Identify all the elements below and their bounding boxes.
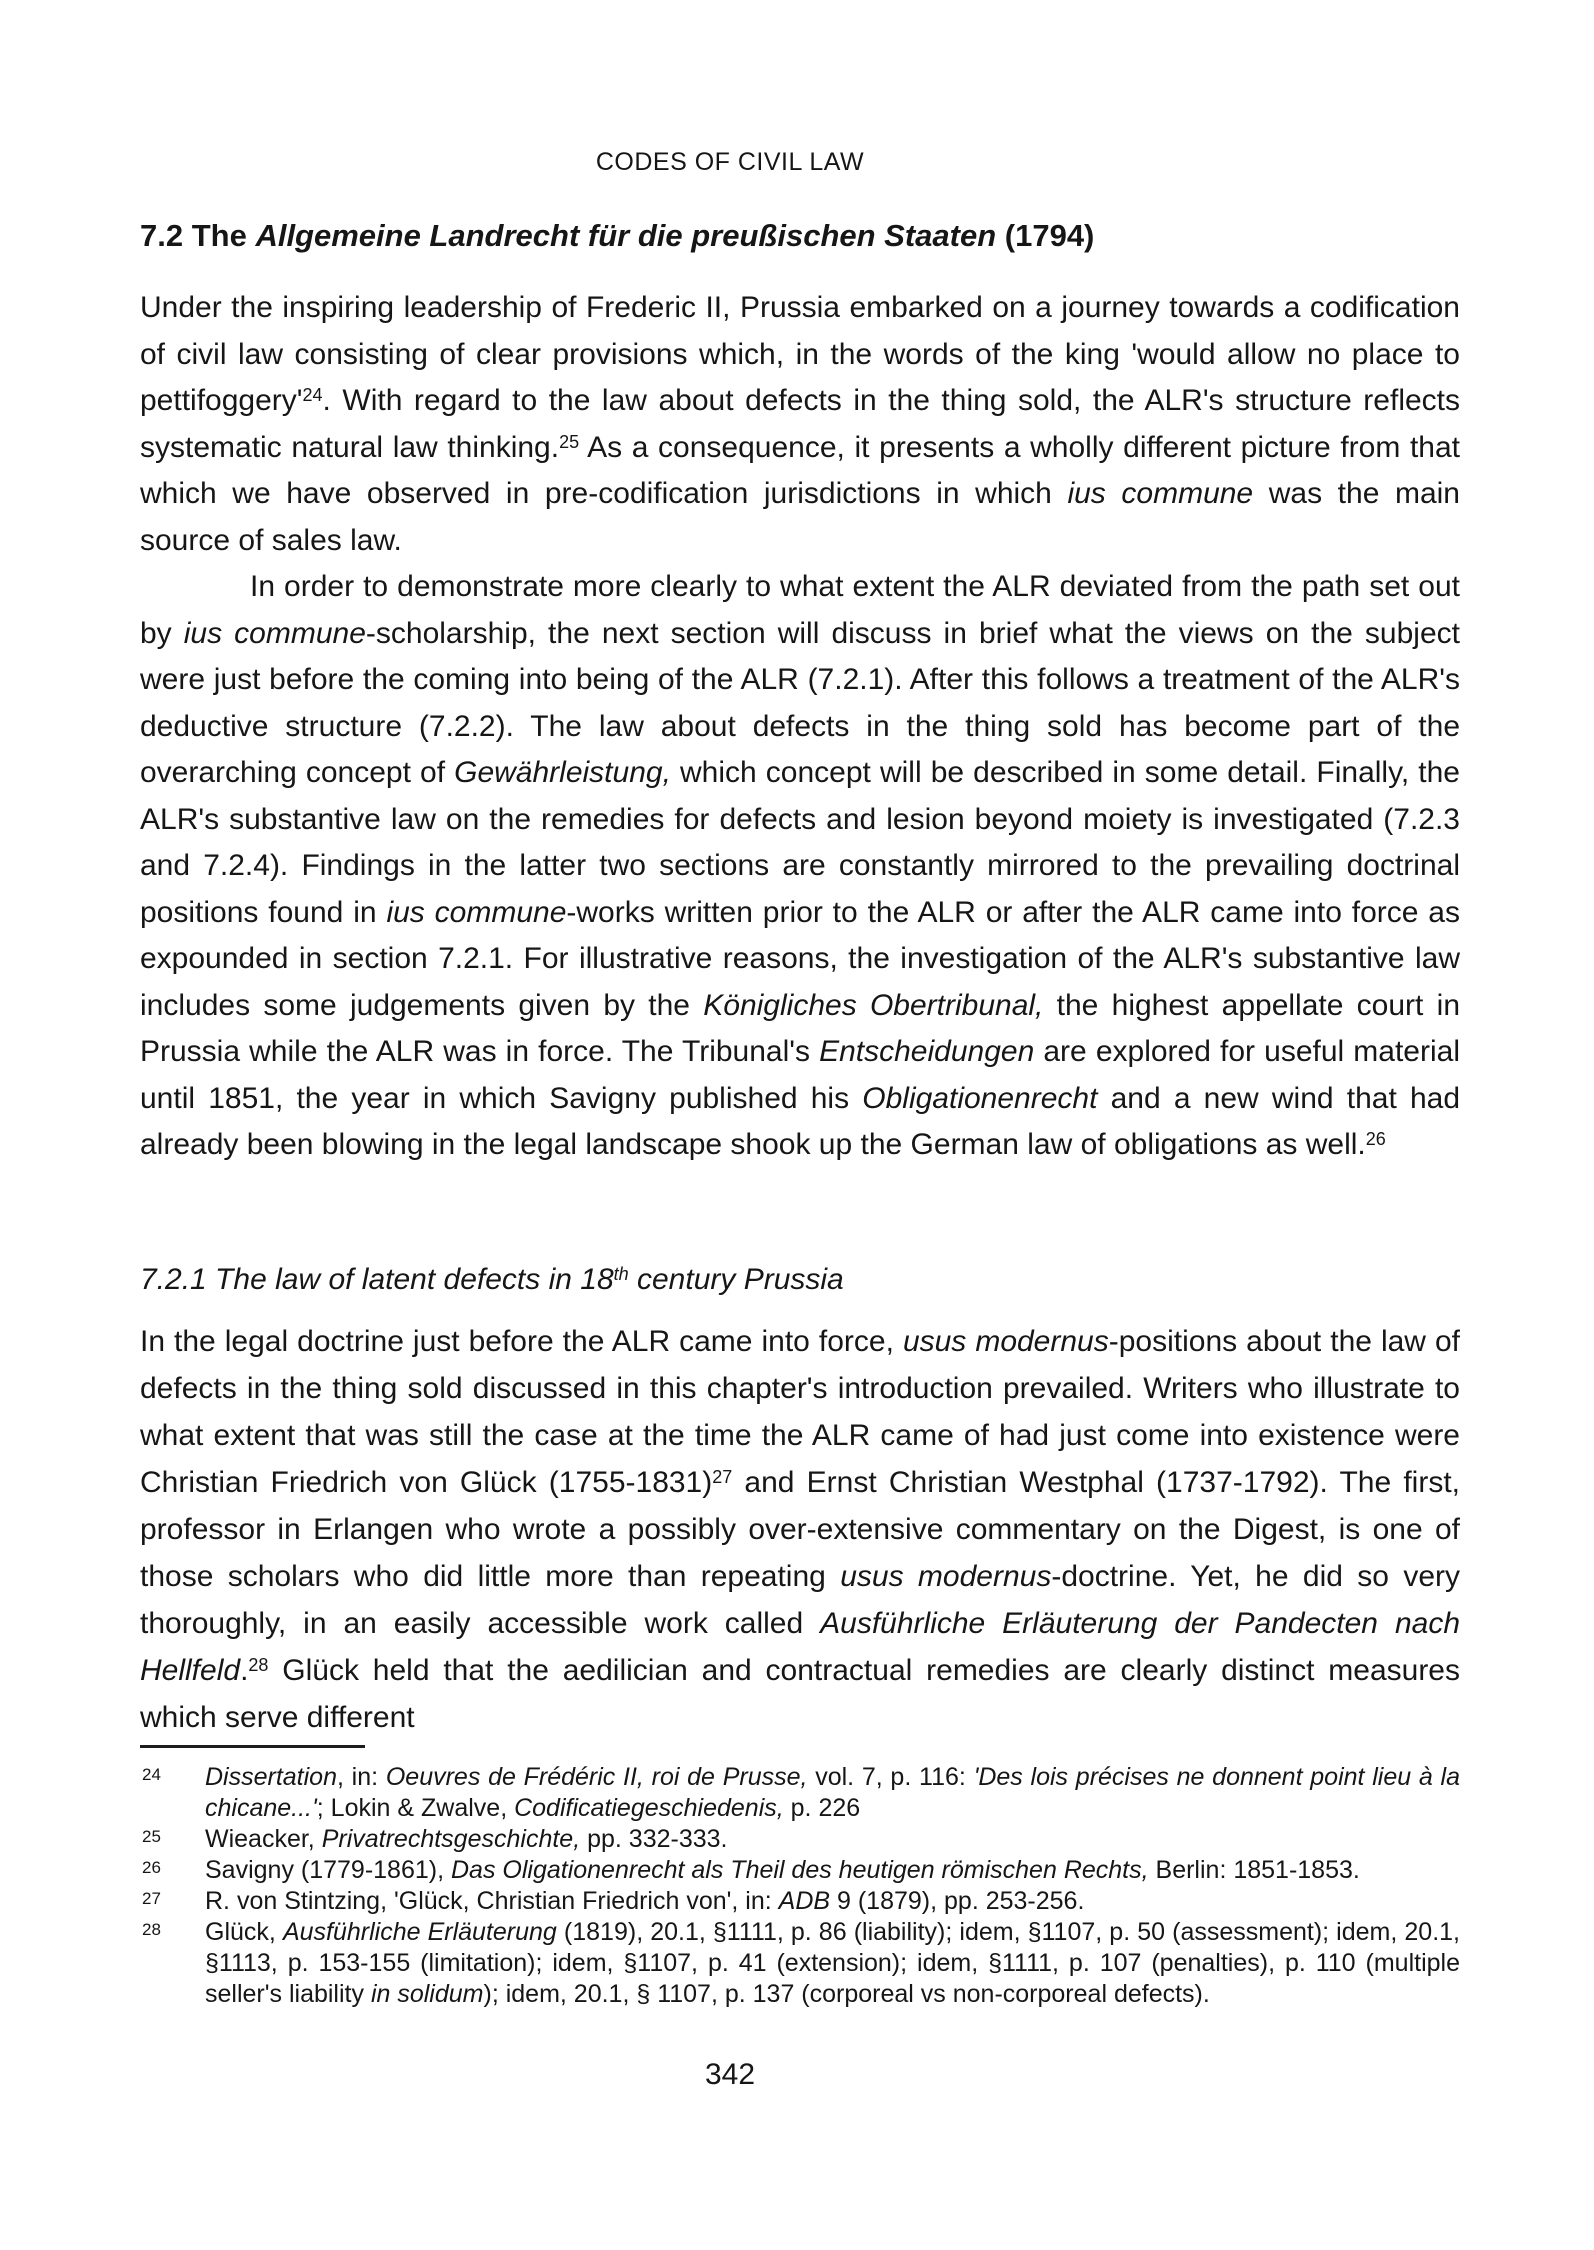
footnote: [140, 1886, 1460, 1917]
text-run: Savigny (1779-1861),: [205, 1856, 451, 1884]
text-run: . With regard to the law about defects in the thing sold, the ALR's structure reflects systematic natural law thinking.: [140, 384, 1460, 464]
text-run: In the legal doctrine just before the ALR came into force,: [140, 1325, 903, 1358]
text-run: Allgemeine Landrecht für die preußischen Staaten: [255, 218, 997, 253]
text-run: 7.2 The: [140, 218, 256, 253]
text-run: Ausführliche Erläuterung: [282, 1918, 557, 1946]
text-run: 'Des lois précises ne donnent point lieu à la chicane...': [205, 1763, 1460, 1822]
text-run: ius commune: [183, 616, 366, 650]
text-run: In order to demonstrate more clearly to what extent the ALR deviated from the path set out by: [140, 570, 1460, 650]
text-run: Glück,: [205, 1918, 283, 1946]
text-run: (1819), 20.1, §1111, p. 86 (liability); idem, §1107, p. 50 (assessment); idem, 20.1, §1113, p. 153-155 (limitation); idem, §1107, p. 41 (extension); idem, §1111, p. 107 (penalties), p. 110 (multiple seller's liability: [205, 1918, 1460, 2008]
text-run: -doctrine. Yet, he did so very thoroughly, in an easily accessible work called: [140, 1560, 1461, 1640]
text-run: Oeuvres de Frédéric II, roi de Prusse,: [385, 1763, 808, 1791]
section-body: [140, 285, 1460, 1169]
text-run: ); idem, 20.1, § 1107, p. 137 (corporeal vs non-corporeal defects).: [483, 1980, 1210, 2008]
footnote-text: [205, 1887, 1084, 1915]
footnote-ref: 24: [302, 385, 323, 406]
footnote-ref: 25: [559, 431, 580, 452]
text-run: Wieacker,: [205, 1825, 322, 1853]
footnote-separator: [140, 1745, 365, 1748]
text-run: Entscheidungen: [819, 1035, 1035, 1068]
text-run: Gewährleistung,: [454, 756, 671, 789]
text-run: century Prussia: [628, 1263, 844, 1296]
footnote-ref: 28: [248, 1655, 269, 1676]
footnote-number: 25: [142, 1827, 161, 1846]
text-run: Das Oligationenrecht als Theil des heutigen römischen Rechts,: [450, 1856, 1149, 1884]
footnote-number: 27: [142, 1889, 161, 1908]
text-run: p. 226: [783, 1794, 861, 1822]
text-run: As a consequence, it presents a wholly different picture from that which we have observed in pre-codification jurisdictions in which: [140, 430, 1460, 510]
text-run: Ausführliche Erläuterung der Pandecten nach Hellfeld: [140, 1607, 1461, 1687]
footnote-number: 24: [142, 1765, 161, 1784]
text-run: usus modernus: [840, 1560, 1052, 1593]
paragraph-1: [140, 285, 1460, 564]
text-run: was the main source of sales law.: [140, 477, 1460, 557]
subsection-heading: [140, 1258, 1460, 1302]
running-header: CODES OF CIVIL LAW: [595, 148, 865, 176]
text-run: Königliches Obertribunal,: [703, 988, 1044, 1022]
text-run: ; Lokin & Zwalve,: [316, 1794, 515, 1822]
text-run: and Ernst Christian Westphal (1737-1792). The first, professor in Erlangen who wrote a possibly over-extensive commentary on the Digest, is one of those scholars who did little more than repeating: [140, 1466, 1460, 1593]
text-run: ius commune: [1067, 477, 1254, 510]
page-number: 342: [704, 2058, 756, 2091]
text-run: .: [240, 1654, 249, 1687]
text-run: the highest appellate court in Prussia while the ALR was in force. The Tribunal's: [140, 988, 1460, 1068]
paragraph-3: [140, 1318, 1460, 1741]
text-run: in solidum: [370, 1980, 484, 2008]
text-run: Under the inspiring leadership of Frederic II, Prussia embarked on a journey towards a codification of civil law consisting of clear provisions which, in the words of the king 'would allow no place to pettifoggery': [140, 291, 1460, 417]
footnote-text: [205, 1856, 1360, 1884]
text-run: usus modernus: [902, 1325, 1109, 1358]
text-run: Privatrechtsgeschichte,: [321, 1825, 581, 1853]
footnote-text: [205, 1763, 1460, 1822]
text-run: R. von Stintzing, 'Glück, Christian Friedrich von', in:: [205, 1887, 779, 1915]
footnote-ref: 27: [712, 1467, 733, 1488]
footnotes-block: [140, 1762, 1460, 2010]
text-run: are explored for useful material until 1851, the year in which Savigny published his: [140, 1035, 1460, 1115]
subsection-body: [140, 1318, 1460, 1741]
text-run: vol. 7, p. 116:: [807, 1763, 974, 1791]
footnote: [140, 1855, 1460, 1886]
text-run: -works written prior to the ALR or after the ALR came into force as expounded in section 7.2.1. For illustrative reasons, the investigation of the ALR's substantive law includes some judgements given by the: [140, 895, 1460, 1022]
footnote-number: 28: [142, 1920, 161, 1939]
text-run: Codificatiegeschiedenis,: [514, 1794, 784, 1822]
text-run: Glück held that the aedilician and contractual remedies are clearly distinct measures which serve different: [140, 1654, 1460, 1734]
footnote: [140, 1824, 1460, 1855]
text-run: 9 (1879), pp. 253-256.: [830, 1887, 1085, 1915]
footnote-text: [205, 1825, 728, 1853]
text-run: (1794): [996, 218, 1095, 253]
text-run: -positions about the law of defects in the thing sold discussed in this chapter's introduction prevailed. Writers who illustrate to what extent that was still the case at the time the ALR came of had just come into existence were Christian Friedrich von Glück (1755-1831): [140, 1325, 1461, 1499]
text-run: , in:: [337, 1763, 386, 1791]
paragraph-2: [140, 564, 1460, 1169]
text-run: 7.2.1 The law of latent defects in 18: [140, 1263, 614, 1296]
footnote-ref: th: [613, 1264, 629, 1285]
text-run: ADB: [778, 1887, 831, 1915]
text-run: which concept will be described in some detail. Finally, the ALR's substantive law on the remedies for defects and lesion beyond moiety is investigated (7.2.3 and 7.2.4). Findings in the latter two sections are constantly mirrored to the prevailing doctrinal positions found in: [140, 756, 1460, 929]
text-run: Obligationenrecht: [862, 1081, 1098, 1115]
text-run: and a new wind that had already been blowing in the legal landscape shook up the German law of obligations as well.: [140, 1081, 1461, 1161]
text-run: ius commune: [386, 895, 567, 929]
section-heading: [140, 214, 1460, 258]
text-run: -scholarship, the next section will discuss in brief what the views on the subject were just before the coming into being of the ALR (7.2.1). After this follows a treatment of the ALR's deductive structure (7.2.2). The law about defects in the thing sold has become part of the overarching concept of: [140, 616, 1460, 789]
footnote-number: 26: [142, 1858, 161, 1877]
text-run: Berlin: 1851-1853.: [1148, 1856, 1360, 1884]
text-run: Dissertation: [205, 1763, 337, 1791]
text-run: pp. 332-333.: [580, 1825, 728, 1853]
footnote: [140, 1917, 1460, 2010]
footnote-ref: 26: [1365, 1129, 1386, 1150]
footnote: [140, 1762, 1460, 1824]
footnote-text: [205, 1918, 1460, 2008]
